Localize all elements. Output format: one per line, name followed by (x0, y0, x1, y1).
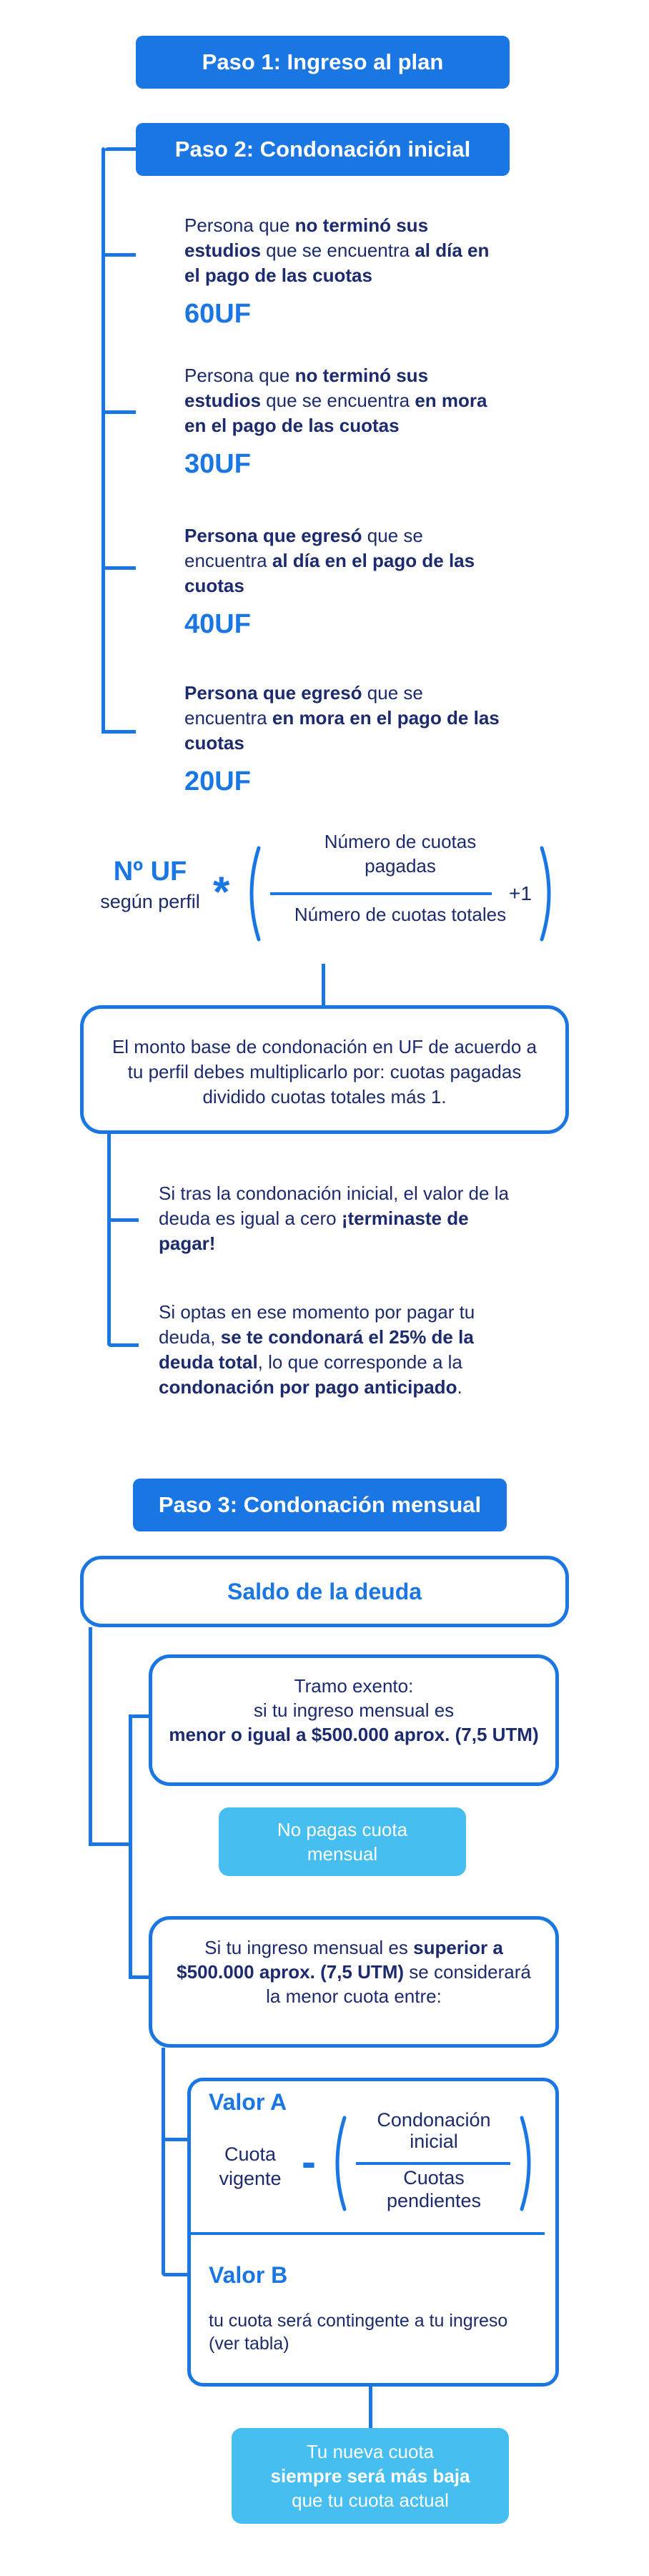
tramo-title: Tramo exento: (294, 1675, 414, 1697)
valor-divider (187, 2232, 545, 2235)
final-pill (232, 2428, 509, 2524)
step2-bracket-vertical (101, 147, 105, 734)
step3-label: Paso 3: Condonación mensual (133, 1479, 507, 1531)
final-connector (369, 2387, 372, 2429)
profile-item-3: Persona que egresó que se encuentra al día en el pago de las cuotas (184, 525, 475, 596)
final-line-1: Tu nueva cuota (306, 2441, 435, 2462)
step2-label: Paso 2: Condonación inicial (136, 123, 510, 176)
formula-operator: * (213, 868, 230, 916)
formula-denominator: Número de cuotas totales (294, 904, 507, 925)
notes-bracket-tick (107, 1343, 139, 1347)
valor-bracket-tick (162, 2273, 190, 2276)
valor-a-denominator: Cuotas pendientes (386, 2167, 482, 2211)
saldo-box: Saldo de la deuda (80, 1556, 569, 1627)
step3-bracket-bottom (89, 1842, 132, 1846)
explanation-text: El monto base de condonación en UF de acuerdo a tu perfil debes multiplicarlo por: cuotas pagadas dividido cuotas totales más 1. (112, 1036, 537, 1107)
no-pagas-pill: No pagas cuota mensual (219, 1807, 466, 1876)
formula-numerator: Número de cuotas pagadas (324, 831, 477, 877)
step2-bracket-tick (101, 410, 136, 414)
step3-bracket-vertical (89, 1627, 92, 1846)
profile-item-1: Persona que no terminó sus estudios que se encuentra al día en el pago de las cuotas (184, 214, 490, 286)
cuota-vigente: Cuota vigente (219, 2143, 282, 2189)
connector-line (322, 964, 325, 1007)
step2-bracket-top (104, 147, 139, 151)
uf-amount-2: 30UF (184, 449, 251, 479)
formula-left-sub: según perfil (100, 891, 200, 912)
tramo-exento-box (149, 1654, 559, 1786)
profile-item-2: Persona que no terminó sus estudios que se encuentra en mora en el pago de las cuotas (184, 365, 487, 436)
note-zero-debt: Si tras la condonación inicial, el valor de la deuda es igual a cero ¡terminaste de pagar! (159, 1183, 509, 1254)
note-anticipated-payment: Si optas en ese momento por pagar tu deuda, se te condonará el 25% de la deuda total, lo que corresponde a la condonación por pago anticipado. (159, 1301, 475, 1398)
notes-bracket-tick (107, 1218, 139, 1222)
explanation-box (80, 1005, 569, 1134)
tramo-subtitle: si tu ingreso mensual es (253, 1699, 455, 1721)
step1-label: Paso 1: Ingreso al plan (136, 36, 510, 89)
uf-amount-1: 60UF (184, 299, 251, 329)
inner-bracket-vertical (129, 1714, 132, 1979)
tramo-threshold: menor o igual a $500.000 aprox. (7,5 UTM) (169, 1724, 539, 1745)
superior-box: Si tu ingreso mensual es superior a $500.000 aprox. (7,5 UTM) se considerará la menor cuota entre: (149, 1916, 559, 2048)
step2-bracket-tick (101, 253, 136, 257)
formula-left-title: Nº UF (113, 857, 187, 887)
final-line-2: siempre será más baja (270, 2465, 470, 2487)
valor-b-label: Valor B (209, 2262, 288, 2288)
step2-bracket-tick (101, 730, 136, 734)
notes-bracket-vertical (107, 1134, 111, 1347)
valor-a-numerator: Condonación inicial (377, 2109, 491, 2152)
valor-bracket-vertical (162, 2048, 165, 2276)
uf-amount-3: 40UF (184, 609, 251, 639)
valor-a-label: Valor A (209, 2089, 287, 2115)
step2-bracket-tick (101, 566, 136, 570)
profile-item-4: Persona que egresó que se encuentra en mora en el pago de las cuotas (184, 682, 500, 754)
minus-operator: - (302, 2138, 316, 2186)
uf-amount-4: 20UF (184, 766, 251, 796)
formula-plus-one: +1 (509, 882, 532, 904)
final-line-3: que tu cuota actual (292, 2489, 449, 2511)
valor-b-text: tu cuota será contingente a tu ingreso (ver tabla) (209, 2311, 508, 2354)
valor-bracket-tick (162, 2138, 190, 2141)
